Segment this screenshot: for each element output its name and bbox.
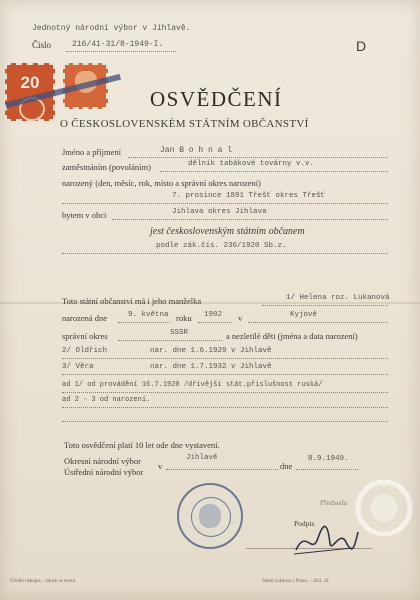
- employment-value: dělník tabákové továrny v.v.: [188, 160, 315, 168]
- issue-place-line: [166, 469, 278, 470]
- child-1-line: [62, 358, 388, 359]
- corner-letter: D: [356, 38, 367, 54]
- blank-line: [62, 421, 388, 422]
- district-label: správní okres: [62, 331, 108, 341]
- law-line: [62, 253, 388, 254]
- watermark-logo: [344, 470, 418, 600]
- child-1-name: 2/ Oldřich: [62, 347, 108, 355]
- issue-v-label: v: [158, 461, 163, 471]
- district-line: [118, 340, 222, 341]
- note-2: ad 2 - 3 od narození.: [62, 396, 151, 404]
- document-title: OSVĚDČENÍ: [150, 87, 283, 111]
- children-label: a nezletilé děti (jména a data narození): [226, 331, 358, 341]
- spouse-place-line: [248, 322, 388, 323]
- footer-left: Úřední tiskopis – zatisk se trestá.: [10, 579, 77, 584]
- ustredni-label: Ústřední národní výbor: [64, 467, 144, 477]
- residence-line: [112, 219, 388, 220]
- watermark-emblem-icon: [344, 470, 418, 560]
- spouse-year-value: 1902: [204, 311, 223, 319]
- name-line: [128, 157, 388, 158]
- born-line: [62, 203, 388, 204]
- residence-label: bytem v obci: [62, 210, 107, 220]
- spouse-born-label: narozená dne: [62, 313, 108, 323]
- cislo-value: 216/41-31/8-1949-I.: [72, 40, 164, 49]
- spouse-born-line: [118, 322, 170, 323]
- spouse-born-day: 9. května: [128, 311, 169, 319]
- document-subtitle: O ČESKOSLOVENSKÉM STÁTNÍM OBČANSTVÍ: [60, 118, 309, 130]
- citizen-statement: jest československým státním občanem: [150, 226, 305, 237]
- born-label: narozený (den, měsíc, rok, místo a správní okres narození): [62, 178, 261, 188]
- cislo-label: Číslo: [32, 40, 52, 50]
- spouse-place-label: v: [238, 313, 243, 323]
- note-1-line: [62, 392, 388, 393]
- employment-line: [160, 171, 388, 172]
- residence-value: Jihlava okres Jihlava: [172, 208, 267, 216]
- office-line: Jednotný národní výbor v Jihlavě.: [32, 24, 191, 33]
- spouse-place-value: Kyjově: [290, 311, 318, 319]
- footer-right: Státní tiskárna v Praze, – Zeil. 34: [262, 579, 329, 584]
- stamp-value: 20: [20, 73, 40, 92]
- spouse-year-label: roku: [176, 313, 192, 323]
- predseda-label: Předseda: [320, 498, 348, 507]
- official-seal: [177, 483, 243, 549]
- born-value: 7. prosince 1891 Třešť okres Třešť: [172, 192, 326, 200]
- child-2-name: 3/ Věra: [62, 363, 94, 371]
- name-value: Jan B o h n a l: [160, 146, 233, 155]
- okresni-label: Okresní národní výbor: [64, 456, 141, 466]
- note-2-line: [62, 407, 388, 408]
- spouse-intro: Toto státní občanství má i jeho manželka: [62, 296, 202, 306]
- seal-lion-icon: [199, 504, 221, 528]
- district-value: SSSR: [170, 329, 189, 337]
- wife-value: 1/ Helena roz. Lukanová: [286, 294, 390, 302]
- law-value: podle zák.čís. 236/1920 Sb.z.: [156, 242, 287, 250]
- employment-label: zaměstnáním (povoláním): [62, 162, 151, 172]
- child-2-date: nar. dne 1.7.1932 v Jihlavě: [150, 363, 272, 371]
- wife-line: [262, 305, 388, 306]
- name-label: Jméno a příjmení: [62, 147, 122, 157]
- validity-statement: Toto osvědčení platí 10 let ode dne vystavení.: [64, 440, 220, 450]
- spouse-year-line: [198, 322, 232, 323]
- issue-dne-label: dne: [280, 461, 293, 471]
- child-2-line: [62, 374, 388, 375]
- podpis-label: Podpis: [294, 519, 315, 528]
- note-1: ad 1/ od provádění 16.7.1920 /dřívější stát.příslušnost ruská/: [62, 381, 323, 389]
- issue-place: Jihlavě: [186, 454, 218, 462]
- issue-date: 8.9.1949.: [308, 455, 349, 463]
- cislo-line: [66, 51, 176, 52]
- child-1-date: nar. dne 1.6.1929 v Jihlavě: [150, 347, 272, 355]
